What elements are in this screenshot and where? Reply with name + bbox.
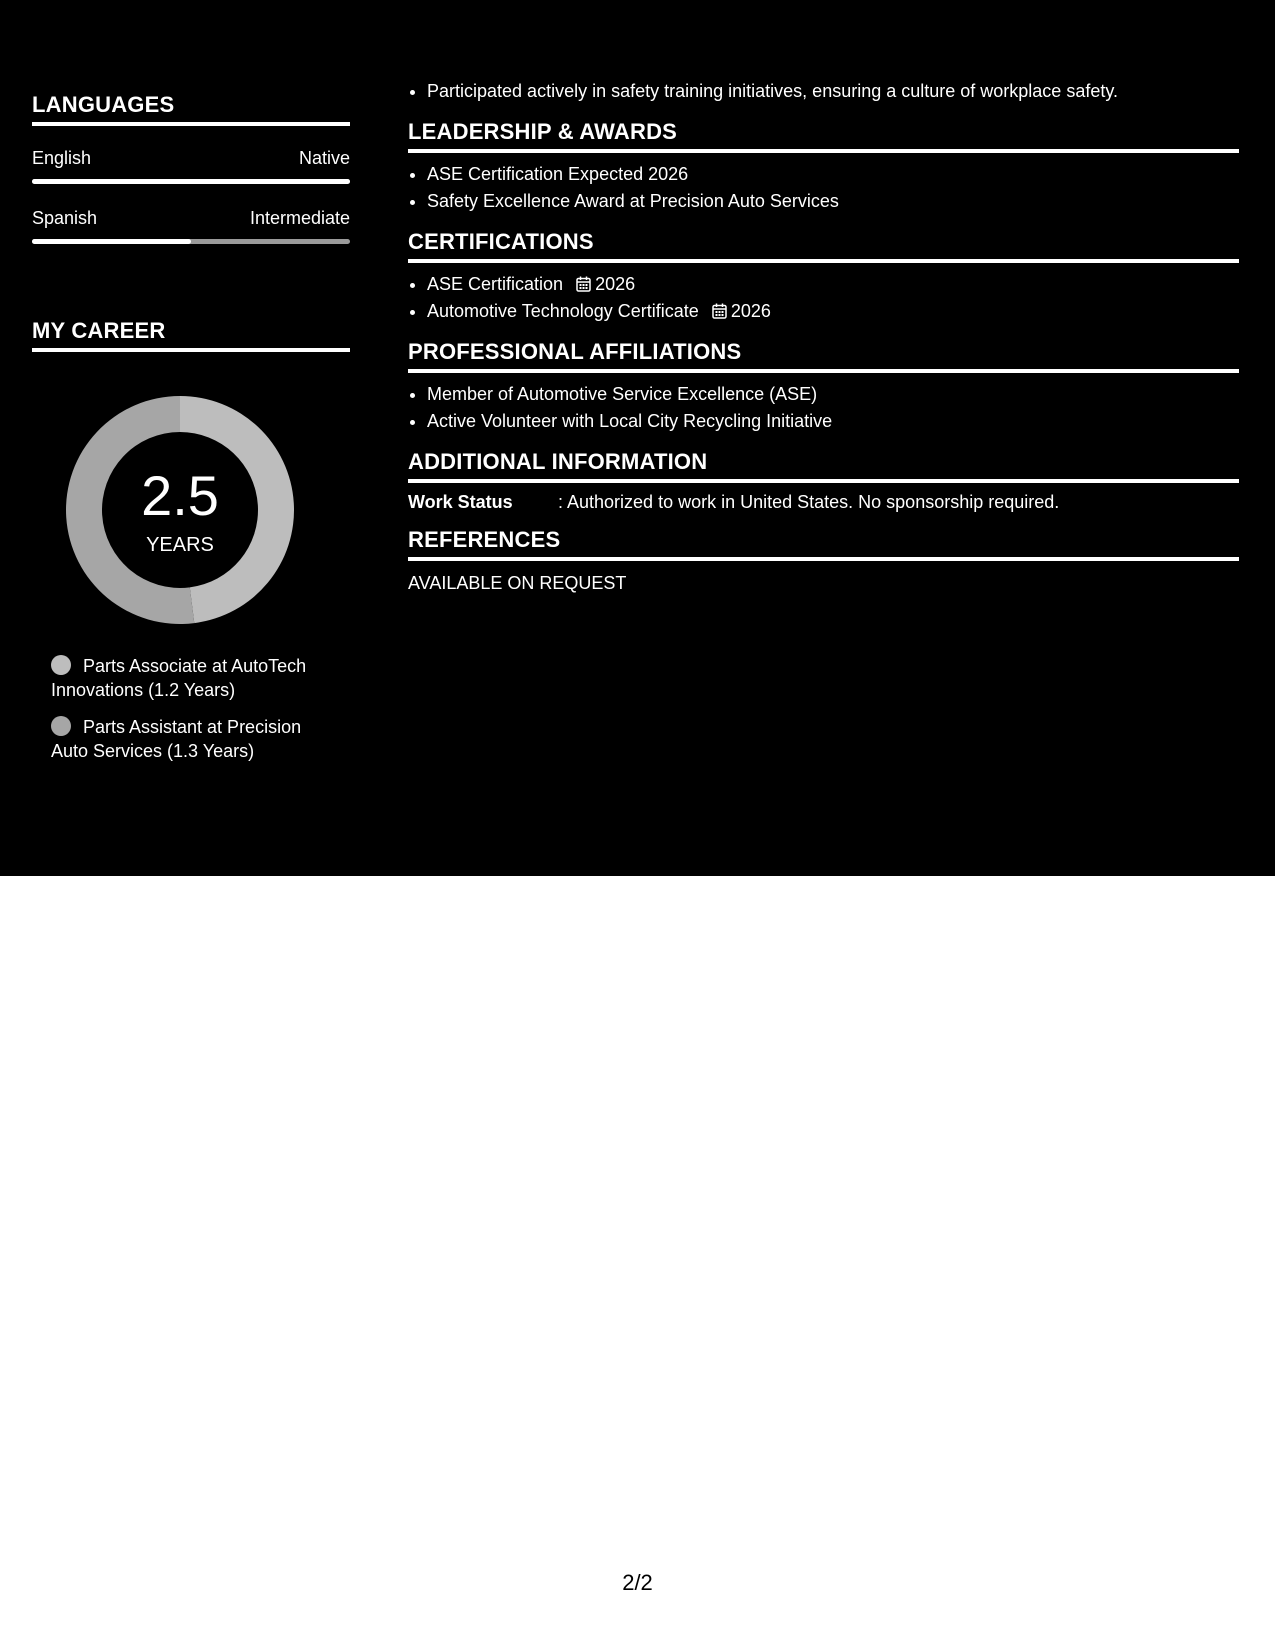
- work-status-label: Work Status: [408, 492, 513, 512]
- career-section: [32, 318, 350, 763]
- career-total-unit: YEARS: [146, 534, 214, 556]
- left-column: [32, 92, 350, 776]
- affiliations-section: [408, 339, 1239, 435]
- languages-section: [32, 92, 350, 244]
- career-legend: [32, 654, 341, 763]
- language-name: English: [32, 148, 92, 168]
- language-level: Native: [298, 148, 350, 168]
- career-legend-item: [51, 654, 341, 702]
- career-title: MY CAREER: [32, 318, 350, 352]
- language-proficiency-fill: [32, 179, 350, 184]
- certification-year: 2026: [730, 301, 771, 321]
- language-proficiency-fill: [32, 239, 191, 244]
- career-legend-label: Parts Assistant at Precision Auto Services (1.3 Years): [51, 717, 302, 761]
- page-number: 2/2: [622, 1570, 653, 1595]
- additional-info-section: [408, 449, 1239, 513]
- career-donut-chart: [66, 396, 294, 624]
- leadership-item: • Safety Excellence Award at Precision Auto Services: [427, 188, 1239, 215]
- affiliation-item: • Active Volunteer with Local City Recycling Initiative: [427, 408, 1239, 435]
- certifications-title: CERTIFICATIONS: [408, 229, 1239, 263]
- references-section: [408, 527, 1239, 594]
- certification-item: [427, 298, 1239, 325]
- affiliations-title: PROFESSIONAL AFFILIATIONS: [408, 339, 1239, 373]
- certification-year: 2026: [595, 274, 636, 294]
- experience-bullet: • Participated actively in safety training initiatives, ensuring a culture of workplace safety.: [427, 78, 1239, 105]
- leadership-section: [408, 119, 1239, 215]
- language-name: Spanish: [32, 208, 98, 228]
- languages-title: LANGUAGES: [32, 92, 350, 126]
- certification-name: Automotive Technology Certificate: [427, 301, 699, 321]
- leadership-item: • ASE Certification Expected 2026: [427, 161, 1239, 188]
- references-title: REFERENCES: [408, 527, 1239, 561]
- leadership-title: LEADERSHIP & AWARDS: [408, 119, 1239, 153]
- certifications-section: [408, 229, 1239, 325]
- right-column: [408, 78, 1239, 594]
- career-legend-label: Parts Associate at AutoTech Innovations (1.2 Years): [51, 656, 307, 700]
- work-status-value: : Authorized to work in United States. No sponsorship required.: [558, 492, 1060, 512]
- additional-info-title: ADDITIONAL INFORMATION: [408, 449, 1239, 483]
- circle-dot-icon: [51, 655, 71, 675]
- experience-bullets: [408, 78, 1239, 105]
- career-legend-item: [51, 715, 341, 763]
- language-proficiency-bar: [32, 179, 350, 184]
- calendar-icon: [712, 303, 727, 319]
- references-text: AVAILABLE ON REQUEST: [408, 573, 627, 593]
- certification-item: [427, 271, 1239, 298]
- language-proficiency-bar: [32, 239, 350, 244]
- career-total-years: 2.5: [141, 464, 219, 527]
- calendar-icon: [576, 276, 591, 292]
- affiliation-item: • Member of Automotive Service Excellence (ASE): [427, 381, 1239, 408]
- language-level: Intermediate: [249, 208, 350, 228]
- work-status-row: [408, 492, 1239, 513]
- circle-dot-icon: [51, 716, 71, 736]
- language-item: [32, 148, 350, 184]
- language-item: [32, 208, 350, 244]
- certification-name: ASE Certification: [427, 274, 564, 294]
